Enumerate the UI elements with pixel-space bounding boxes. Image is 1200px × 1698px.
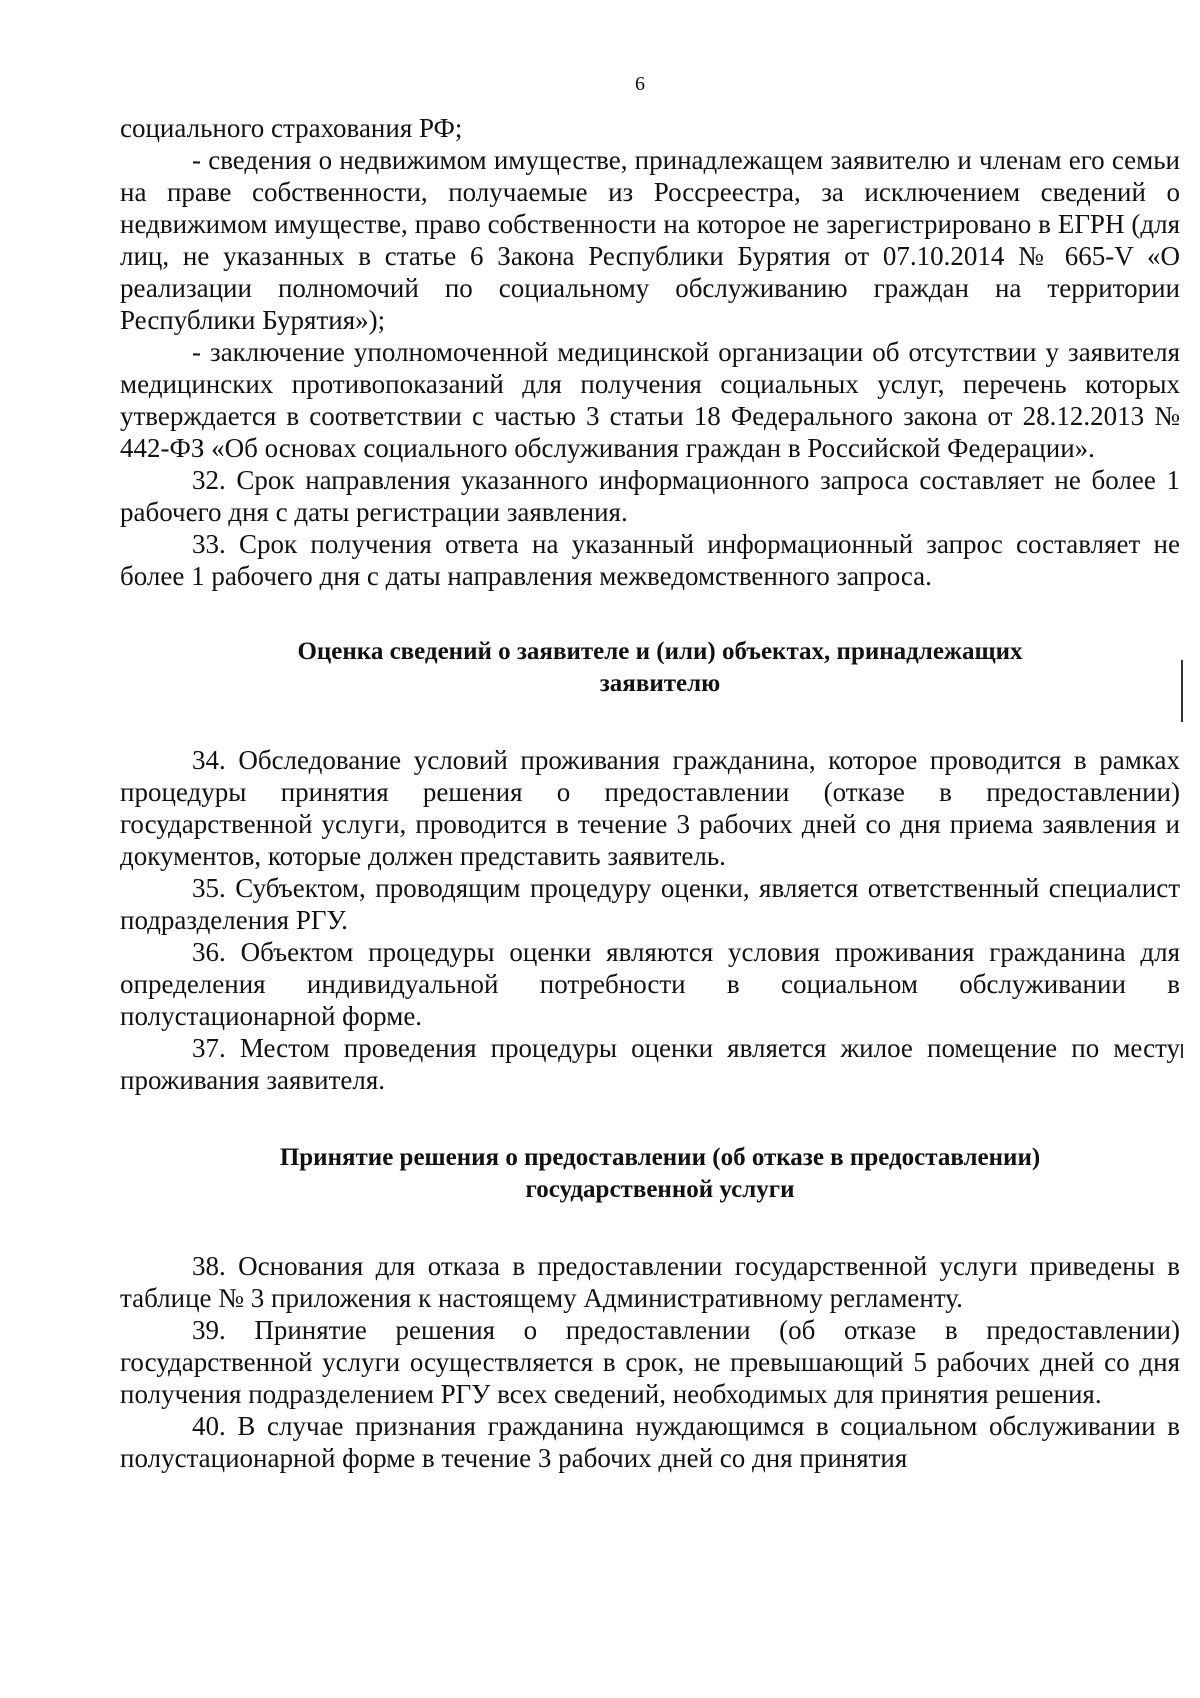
section-heading-assessment (120, 636, 1180, 700)
paragraph-continuation: социального страхования РФ; (120, 113, 463, 143)
scan-edge-mark (1181, 1044, 1183, 1058)
paragraph-38: 38. Основания для отказа в предоставлении государственной услуги приведены в таблице № 3 приложения к настоящему Административному регламенту. (120, 1251, 1180, 1313)
section-heading-decision (120, 1142, 1180, 1206)
paragraph-39: 39. Принятие решения о предоставлении (об отказе в предоставлении) государственной услуги осуществляется в срок, не превышающий 5 рабочих дней со дня получения подразделением РГУ всех сведений, необходимых для принятия решения. (120, 1315, 1180, 1409)
paragraph-34: 34. Обследование условий проживания гражданина, которое проводится в рамках процедуры принятия решения о предоставлении (отказе в предоставлении) государственной услуги, проводится в течение 3 рабочих дней со дня приема заявления и документов, которые должен представить заявитель. (120, 745, 1180, 871)
section-heading-line: Оценка сведений о заявителе и (или) объектах, принадлежащих (297, 638, 1023, 665)
paragraph-35: 35. Субъектом, проводящим процедуру оценки, является ответственный специалист подразделения РГУ. (120, 873, 1180, 935)
section-heading-line: государственной услуги (525, 1176, 795, 1203)
paragraph-rosreestr: - сведения о недвижимом имуществе, принадлежащем заявителю и членам его семьи на праве собственности, получаемые из Россреестра, за исключением сведений о недвижимом имуществе, право собственности на которое не зарегистрировано в ЕГРН (для лиц, не указанных в статье 6 Закона Республики Бурятия от 07.10.2014 № 665-V «О реализации полномочий по социальному обслуживанию граждан на территории Республики Бурятия»); (120, 145, 1180, 335)
section-heading-line: заявителю (599, 670, 721, 697)
paragraph-33: 33. Срок получения ответа на указанный информационный запрос составляет не более 1 рабочего дня с даты направления межведомственного запроса. (120, 529, 1180, 591)
page-number: 6 (635, 73, 645, 95)
scan-edge-mark (1181, 660, 1183, 722)
document-body (120, 112, 1180, 1474)
paragraph-medical-conclusion: - заключение уполномоченной медицинской организации об отсутствии у заявителя медицинских противопоказаний для получения социальных услуг, перечень которых утверждается в соответствии с частью 3 статьи 18 Федерального закона от 28.12.2013 № 442-ФЗ «Об основах социального обслуживания граждан в Российской Федерации». (120, 337, 1180, 463)
paragraph-36: 36. Объектом процедуры оценки являются условия проживания гражданина для определения индивидуальной потребности в социальном обслуживании в полустационарной форме. (120, 937, 1180, 1031)
paragraph-32: 32. Срок направления указанного информационного запроса составляет не более 1 рабочего дня с даты регистрации заявления. (120, 465, 1180, 527)
section-heading-line: Принятие решения о предоставлении (об отказе в предоставлении) (279, 1144, 1041, 1171)
paragraph-37: 37. Местом проведения процедуры оценки является жилое помещение по месту проживания заявителя. (120, 1033, 1180, 1095)
paragraph-40: 40. В случае признания гражданина нуждающимся в социальном обслуживании в полустационарной форме в течение 3 рабочих дней со дня принятия (120, 1411, 1180, 1473)
